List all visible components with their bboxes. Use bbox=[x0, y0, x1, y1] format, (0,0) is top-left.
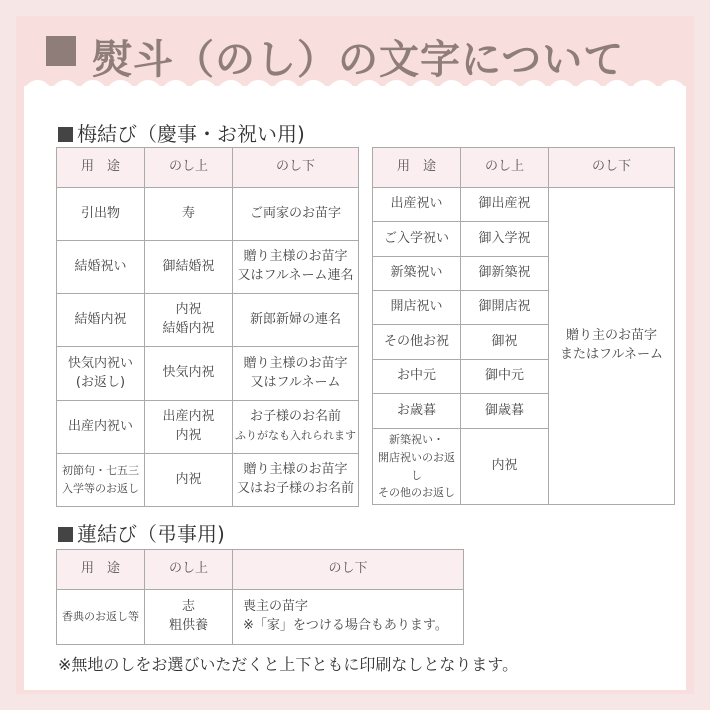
cell-lower: 新郎新婦の連名 bbox=[233, 294, 359, 347]
table-header-row bbox=[57, 550, 464, 590]
header-lower: のし下 bbox=[233, 550, 464, 590]
cell-upper: 御祝 bbox=[461, 325, 549, 360]
cell-upper: 志 粗供養 bbox=[145, 590, 233, 645]
cell-usage: 引出物 bbox=[57, 188, 145, 241]
cell-usage: お中元 bbox=[373, 360, 461, 394]
lower-line: お子様のお名前 bbox=[249, 409, 341, 425]
cell-usage: 出産内祝い bbox=[57, 401, 145, 454]
cell-upper: 御入学祝 bbox=[461, 222, 549, 257]
cell-lower: 贈り主様のお苗字 又はお子様のお名前 bbox=[233, 454, 359, 507]
cell-lower bbox=[233, 401, 359, 454]
ume-heading bbox=[58, 118, 305, 147]
cell-lower: 贈り主様のお苗字 又はフルネーム連名 bbox=[233, 241, 359, 294]
table-row bbox=[57, 347, 359, 401]
header-usage: 用 途 bbox=[373, 148, 461, 188]
table-row bbox=[57, 241, 359, 294]
header-usage: 用 途 bbox=[57, 550, 145, 590]
cell-usage: 新築祝い・ 開店祝いのお返し その他のお返し bbox=[373, 429, 461, 505]
cell-upper: 快気内祝 bbox=[145, 347, 233, 401]
table-header-row bbox=[373, 148, 675, 188]
cell-upper: 御歳暮 bbox=[461, 394, 549, 429]
cell-usage: 香典のお返し等 bbox=[57, 590, 145, 645]
table-row bbox=[57, 188, 359, 241]
header-lower: のし下 bbox=[549, 148, 675, 188]
cell-usage: 快気内祝い (お返し) bbox=[57, 347, 145, 401]
cell-upper: 寿 bbox=[145, 188, 233, 241]
cell-upper: 御中元 bbox=[461, 360, 549, 394]
cell-usage: 結婚内祝 bbox=[57, 294, 145, 347]
cell-usage: 出産祝い bbox=[373, 188, 461, 222]
cell-usage: その他お祝 bbox=[373, 325, 461, 360]
cell-upper: 御結婚祝 bbox=[145, 241, 233, 294]
cell-lower-shared: 贈り主のお苗字 またはフルネーム bbox=[549, 188, 675, 505]
hasu-heading-text: 蓮結び（弔事用) bbox=[77, 522, 225, 546]
ume-heading-text: 梅結び（慶事・お祝い用) bbox=[77, 122, 305, 146]
lower-line-small: ふりがなも入れられます bbox=[235, 429, 356, 442]
table-row bbox=[57, 590, 464, 645]
cell-upper: 出産内祝 内祝 bbox=[145, 401, 233, 454]
table-row bbox=[57, 401, 359, 454]
table-header-row bbox=[57, 148, 359, 188]
cell-usage: 新築祝い bbox=[373, 257, 461, 291]
cell-usage: 結婚祝い bbox=[57, 241, 145, 294]
header-usage: 用 途 bbox=[57, 148, 145, 188]
cell-upper: 御開店祝 bbox=[461, 291, 549, 325]
cell-usage: 開店祝い bbox=[373, 291, 461, 325]
table-row bbox=[373, 188, 675, 222]
header-upper: のし上 bbox=[145, 148, 233, 188]
table-row bbox=[57, 454, 359, 507]
hasu-table bbox=[56, 549, 464, 645]
footnote: ※無地のしをお選びいただくと上下ともに印刷なしとなります。 bbox=[58, 655, 519, 674]
table-row bbox=[57, 294, 359, 347]
header-lower: のし下 bbox=[233, 148, 359, 188]
cell-lower: 贈り主様のお苗字 又はフルネーム bbox=[233, 347, 359, 401]
cell-usage: お歳暮 bbox=[373, 394, 461, 429]
cell-upper: 御新築祝 bbox=[461, 257, 549, 291]
cell-upper: 内祝 結婚内祝 bbox=[145, 294, 233, 347]
ume-right-table bbox=[372, 147, 675, 505]
cell-lower: 喪主の苗字 ※「家」をつける場合もあります。 bbox=[233, 590, 464, 645]
heading-square-icon bbox=[58, 127, 73, 142]
hasu-heading bbox=[58, 518, 225, 547]
title-square-icon bbox=[46, 36, 76, 66]
header-upper: のし上 bbox=[145, 550, 233, 590]
cell-lower: ご両家のお苗字 bbox=[233, 188, 359, 241]
cell-upper: 内祝 bbox=[461, 429, 549, 505]
cell-upper: 御出産祝 bbox=[461, 188, 549, 222]
cell-usage: 初節句・七五三 入学等のお返し bbox=[57, 454, 145, 507]
ume-left-table bbox=[56, 147, 359, 507]
page-title: 熨斗（のし）の文字について bbox=[92, 37, 625, 83]
cell-upper: 内祝 bbox=[145, 454, 233, 507]
header-upper: のし上 bbox=[461, 148, 549, 188]
cell-usage: ご入学祝い bbox=[373, 222, 461, 257]
heading-square-icon bbox=[58, 527, 73, 542]
